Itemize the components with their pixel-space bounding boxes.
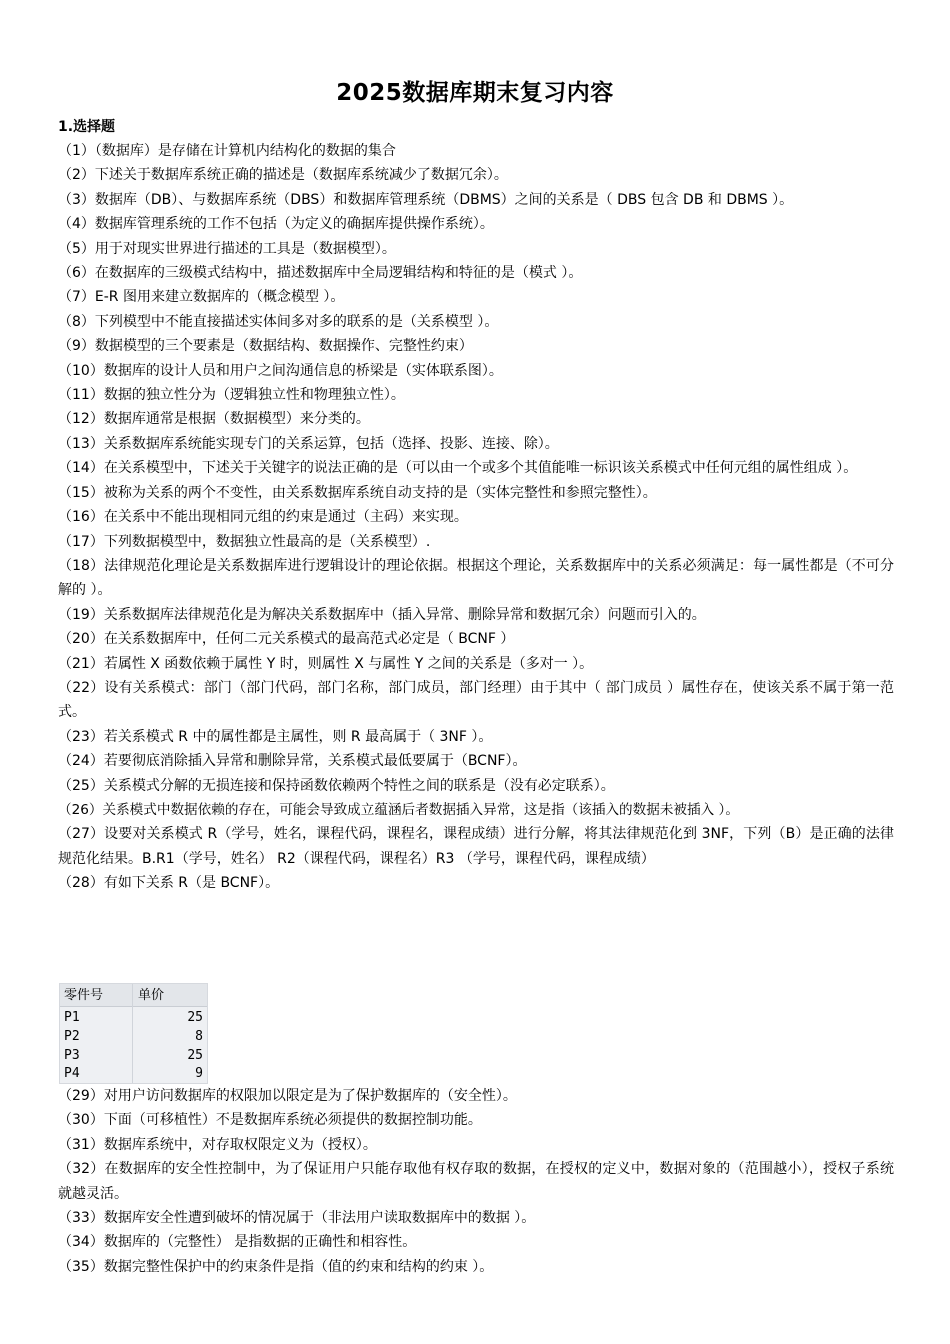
question-item: （2）下述关于数据库系统正确的描述是（数据库系统减少了数据冗余）。 (58, 167, 508, 184)
question-item: （15）被称为关系的两个不变性，由关系数据库系统自动支持的是（实体完整性和参照完整性）。 (58, 484, 657, 501)
question-item: （35）数据完整性保护中的约束条件是指（值的约束和结构的约束 ）。 (58, 1258, 494, 1275)
question-item: （9）数据模型的三个要素是（数据结构、数据操作、完整性约束） (58, 338, 473, 355)
question-item: （20）在关系数据库中，任何二元关系模式的最高范式必定是（ BCNF ） (58, 631, 515, 648)
question-item: （14）在关系模型中，下述关于关键字的说法正确的是（可以由一个或多个其值能唯一标识该关系模式中任何元组的属性组成 ）。 (58, 460, 858, 477)
question-list-part-2 (58, 1084, 894, 1279)
table-cell-price: 25 (187, 1010, 203, 1025)
table-cell-price: 25 (187, 1048, 203, 1063)
table-cell-price: 8 (195, 1029, 203, 1044)
question-item: （18）法律规范化理论是关系数据库进行逻辑设计的理论依据。根据这个理论，关系数据库中的关系必须满足：每一属性都是（不可分解的 ）。 (58, 557, 894, 599)
question-item: （10）数据库的设计人员和用户之间沟通信息的桥梁是（实体联系图）。 (58, 362, 503, 379)
table-header-price: 单价 (138, 988, 165, 1003)
question-item: （6）在数据库的三级模式结构中，描述数据库中全局逻辑结构和特征的是（模式 ）。 (58, 265, 583, 282)
table-cell-part: P2 (64, 1029, 80, 1044)
column-divider (132, 984, 133, 1083)
question-item: （4）数据库管理系统的工作不包括（为定义的确据库提供操作系统）。 (58, 216, 494, 233)
question-item: （25）关系模式分解的无损连接和保持函数依赖两个特性之间的联系是（没有必定联系）。 (58, 777, 615, 794)
table-cell-part: P4 (64, 1066, 80, 1081)
question-item: （21）若属性 X 函数依赖于属性 Y 时，则属性 X 与属性 Y 之间的关系是（多对一 ）。 (58, 655, 594, 672)
question-item: （27）设要对关系模式 R（学号，姓名，课程代码，课程名，课程成绩）进行分解，将其法律规范化到 3NF，下列（B）是正确的法律规范化结果。B.R1（学号，姓名） R2（课程代码，课程名）R3 （学号，课程代码，课程成绩） (58, 826, 894, 867)
question-item: （30）下面（可移植性）不是数据库系统必须提供的数据控制功能。 (58, 1112, 482, 1129)
question-item: （3）数据库（DB）、与数据库系统（DBS）和数据库管理系统（DBMS）之间的关系是（ DBS 包含 DB 和 DBMS ）。 (58, 191, 794, 208)
table-header-part-no: 零件号 (64, 988, 104, 1003)
question-item: （12）数据库通常是根据（数据模型）来分类的。 (58, 411, 370, 428)
question-item: （34）数据库的（完整性） 是指数据的正确性和相容性。 (58, 1234, 417, 1251)
question-item: （26）关系模式中数据依赖的存在，可能会导致成立蕴涵后者数据插入异常，这是指（该插入的数据未被插入 ）。 (58, 801, 739, 818)
question-item: （22）设有关系模式：部门（部门代码，部门名称，部门成员，部门经理）由于其中（ 部门成员 ）属性存在，使该关系不属于第一范式。 (58, 679, 894, 721)
question-item: （24）若要彻底消除插入异常和删除异常，关系模式最低要属于（BCNF）。 (58, 753, 527, 770)
question-item: （11）数据的独立性分为（逻辑独立性和物理独立性）。 (58, 387, 405, 404)
question-item: （16）在关系中不能出现相同元组的约束是通过（主码）来实现。 (58, 509, 468, 526)
table-cell-part: P3 (64, 1048, 80, 1063)
question-item: （33）数据库安全性遭到破坏的情况属于（非法用户读取数据库中的数据 ）。 (58, 1210, 536, 1227)
question-item: （17）下列数据模型中，数据独立性最高的是（关系模型）. (58, 533, 431, 550)
section-heading: 1.选择题 (58, 119, 116, 135)
question-item: （13）关系数据库系统能实现专门的关系运算，包括（选择、投影、连接、除）。 (58, 435, 559, 452)
table-cell-price: 9 (195, 1066, 203, 1081)
document-title: 2025数据库期末复习内容 (336, 80, 614, 106)
question-item: （1）（数据库）是存储在计算机内结构化的数据的集合 (58, 143, 396, 159)
table-cell-part: P1 (64, 1010, 80, 1025)
relation-r-table (59, 983, 208, 1084)
question-item: （7）E-R 图用来建立数据库的（概念模型 ）。 (58, 289, 345, 306)
question-item: （32）在数据库的安全性控制中，为了保证用户只能存取他有权存取的数据，在授权的定义中，数据对象的（范围越小），授权子系统就越灵活。 (58, 1161, 894, 1202)
question-item: （29）对用户访问数据库的权限加以限定是为了保护数据库的（安全性）。 (58, 1088, 517, 1104)
question-list-part-1 (58, 139, 894, 896)
question-item: （31）数据库系统中，对存取权限定义为（授权）。 (58, 1136, 377, 1153)
question-item: （5）用于对现实世界进行描述的工具是（数据模型）。 (58, 240, 396, 257)
question-item: （8）下列模型中不能直接描述实体间多对多的联系的是（关系模型 ）。 (58, 313, 499, 330)
question-item: （28）有如下关系 R（是 BCNF）。 (58, 875, 280, 892)
question-item: （19）关系数据库法律规范化是为解决关系数据库中（插入异常、删除异常和数据冗余）问题而引入的。 (58, 606, 706, 623)
question-item: （23）若关系模式 R 中的属性都是主属性，则 R 最高属于（ 3NF ）。 (58, 728, 493, 745)
